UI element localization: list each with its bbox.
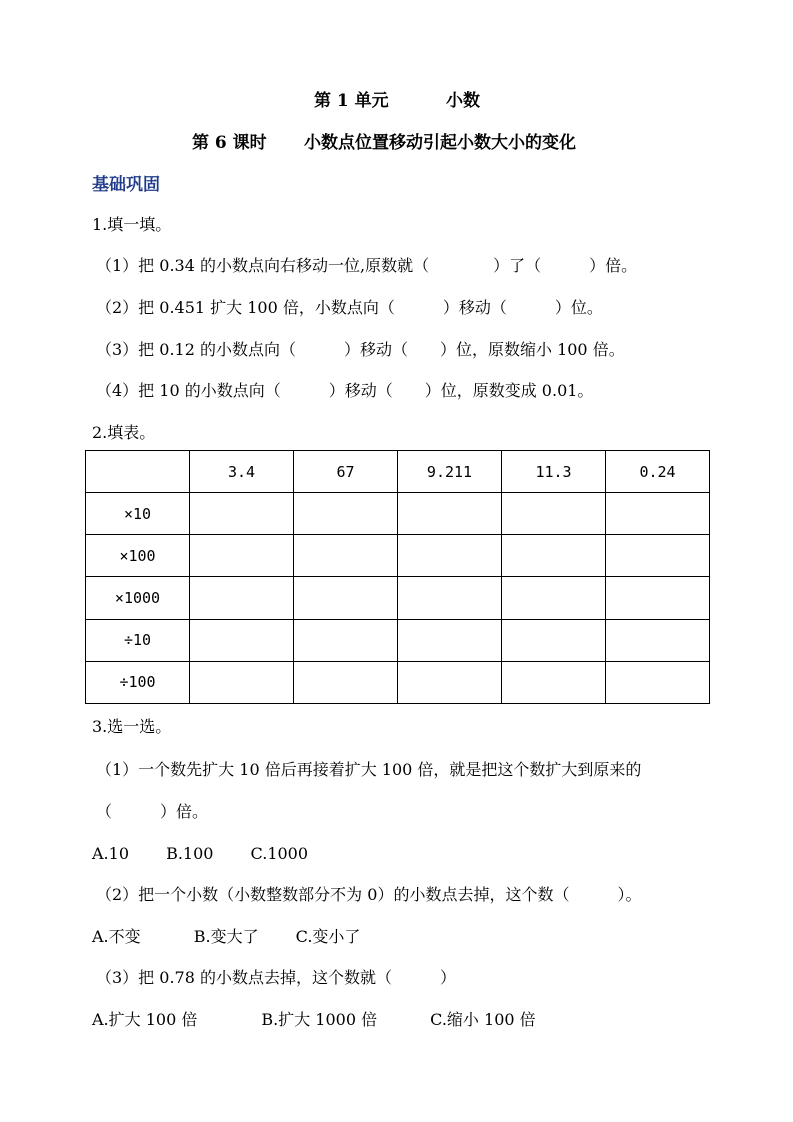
answer-cell[interactable] [398, 661, 502, 703]
answer-cell[interactable] [502, 535, 606, 577]
q1-item-3: （3）把 0.12 的小数点向（ ）移动（ ）位，原数缩小 100 倍。 [96, 340, 625, 359]
q3-part3-options: A.扩大 100 倍 B.扩大 1000 倍 C.缩小 100 倍 [92, 1010, 536, 1029]
table-header-cell: 0.24 [606, 451, 710, 493]
q1-item-4: （4）把 10 的小数点向（ ）移动（ ）位，原数变成 0.01。 [96, 381, 594, 400]
answer-cell[interactable] [398, 493, 502, 535]
table-header-cell [86, 451, 190, 493]
answer-cell[interactable] [294, 619, 398, 661]
q1-title: 1.填一填。 [92, 215, 172, 234]
answer-cell[interactable] [606, 619, 710, 661]
table-header-cell: 67 [294, 451, 398, 493]
answer-cell[interactable] [606, 535, 710, 577]
lesson-title: 小数点位置移动引起小数大小的变化 [304, 133, 576, 153]
table-header-row [86, 451, 710, 493]
answer-cell[interactable] [502, 577, 606, 619]
multiply-table [85, 450, 710, 704]
table-row [86, 619, 710, 661]
answer-cell[interactable] [398, 535, 502, 577]
table-header-cell: 3.4 [190, 451, 294, 493]
row-label: ÷10 [86, 619, 190, 661]
answer-cell[interactable] [190, 493, 294, 535]
q3-part1-line2: （ ）倍。 [96, 802, 209, 821]
table-row [86, 493, 710, 535]
answer-cell[interactable] [190, 577, 294, 619]
q3-part1-line1: （1）一个数先扩大 10 倍后再接着扩大 100 倍，就是把这个数扩大到原来的 [96, 760, 642, 779]
q2-title: 2.填表。 [92, 423, 156, 442]
answer-cell[interactable] [398, 619, 502, 661]
answer-cell[interactable] [294, 577, 398, 619]
table-header-cell: 11.3 [502, 451, 606, 493]
answer-cell[interactable] [606, 661, 710, 703]
row-label: ×10 [86, 493, 190, 535]
q3-part2-options: A.不变 B.变大了 C.变小了 [92, 927, 361, 946]
answer-cell[interactable] [606, 577, 710, 619]
table-row [86, 661, 710, 703]
row-label: ÷100 [86, 661, 190, 703]
q3-part2-line: （2）把一个小数（小数整数部分不为 0）的小数点去掉，这个数（ ）。 [96, 885, 642, 904]
lesson-label: 第 6 课时 [192, 133, 267, 153]
answer-cell[interactable] [502, 661, 606, 703]
answer-cell[interactable] [190, 661, 294, 703]
unit-label: 第 1 单元 [314, 91, 389, 111]
answer-cell[interactable] [294, 535, 398, 577]
section-heading: 基础巩固 [92, 175, 160, 195]
table-row [86, 577, 710, 619]
table-row [86, 535, 710, 577]
q3-part1-options: A.10 B.100 C.1000 [92, 844, 309, 863]
row-label: ×1000 [86, 577, 190, 619]
q1-item-1: （1）把 0.34 的小数点向右移动一位,原数就（ ）了（ ）倍。 [96, 256, 638, 275]
answer-cell[interactable] [294, 661, 398, 703]
answer-cell[interactable] [502, 619, 606, 661]
answer-cell[interactable] [398, 577, 502, 619]
table-header-cell: 9.211 [398, 451, 502, 493]
answer-cell[interactable] [190, 535, 294, 577]
q1-item-2: （2）把 0.451 扩大 100 倍，小数点向（ ）移动（ ）位。 [96, 298, 603, 317]
row-label: ×100 [86, 535, 190, 577]
answer-cell[interactable] [190, 619, 294, 661]
answer-cell[interactable] [502, 493, 606, 535]
q3-title: 3.选一选。 [92, 717, 172, 736]
unit-name: 小数 [446, 91, 480, 111]
answer-cell[interactable] [606, 493, 710, 535]
q3-part3-line: （3）把 0.78 的小数点去掉，这个数就（ ） [96, 968, 456, 987]
answer-cell[interactable] [294, 493, 398, 535]
